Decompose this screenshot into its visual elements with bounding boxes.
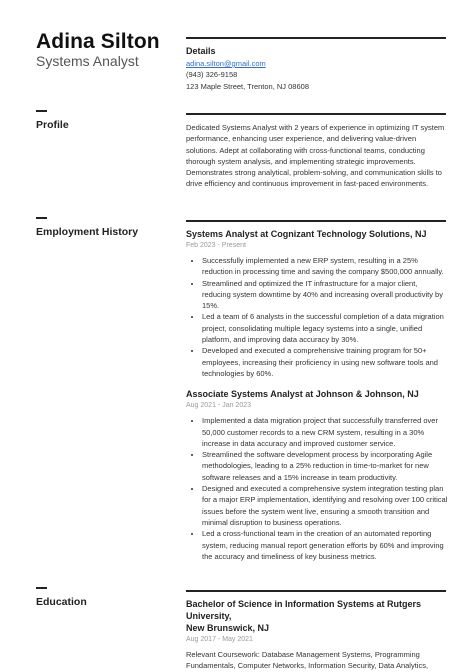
job-bullet: • Streamlined the software development process by incorporating Agile methodologies, leading to a 25% reduction in time-to-market for new software releases and a 15% increase in team productivity.: [202, 449, 448, 483]
job-dates: Aug 2021 - Jan 2023: [186, 402, 251, 410]
education-rule: [186, 590, 446, 592]
job-title: Associate Systems Analyst at Johnson & Johnson, NJ: [186, 389, 419, 400]
address: 123 Maple Street, Trenton, NJ 08608: [186, 81, 309, 91]
employment-section: [186, 228, 448, 571]
email-link[interactable]: adina.silton@gmail.com: [186, 59, 266, 68]
job-bullet: • Designed and executed a comprehensive system integration testing plan for a major ERP implementation, identifying and resolving over 100 critical issues before the system went live, ensuring a smooth transition and minimal disruption to business operations.: [202, 483, 448, 528]
job-bullets: [186, 255, 448, 379]
degree-title: [186, 598, 448, 634]
resume-job-title: Systems Analyst: [36, 53, 139, 69]
education-dates: Aug 2017 - May 2021: [186, 636, 253, 643]
employment-heading: Employment History: [36, 226, 139, 238]
job-entry: [186, 228, 448, 379]
coursework-line: Relevant Coursework: Database Management Systems, Programming: [186, 650, 420, 659]
education-section: [186, 598, 448, 672]
education-dash: [36, 587, 47, 589]
job-entry: [186, 388, 448, 562]
job-bullet: • Led a team of 6 analysts in the successful completion of a data migration project, consolidating multiple legacy systems into a single, unified platform, and improving data accuracy by 30%.: [202, 311, 448, 345]
job-bullet: • Successfully implemented a new ERP system, resulting in a 25% reduction in processing time and saving the company $500,000 annually.: [202, 255, 448, 278]
employment-rule: [186, 220, 446, 222]
job-title: Systems Analyst at Cognizant Technology Solutions, NJ: [186, 229, 427, 239]
details-rule: [186, 37, 446, 39]
job-bullets: [186, 415, 448, 562]
coursework-line: Fundamentals, Computer Networks, Information Security, Data Analytics,: [186, 661, 429, 671]
degree-line: Bachelor of Science in Information Systems at Rutgers University,: [186, 599, 422, 621]
degree-line: New Brunswick, NJ: [186, 623, 270, 633]
job-bullet: • Implemented a data migration project that successfully transferred over 50,000 customer records to a new CRM system, resulting in a 30% increase in data accuracy and improved customer service.: [202, 415, 448, 449]
resume-name: Adina Silton: [36, 30, 160, 53]
details-section: [186, 45, 448, 92]
details-heading: Details: [186, 46, 216, 56]
education-heading: Education: [36, 596, 87, 608]
job-dates: Feb 2023 - Present: [186, 242, 246, 249]
profile-rule: [186, 113, 446, 115]
profile-dash: [36, 110, 47, 112]
profile-heading: Profile: [36, 119, 69, 131]
job-bullet: • Led a cross-functional team in the creation of an automated reporting system, reducing manual report generation efforts by 60% and improving the accuracy and timeliness of key business metrics.: [202, 528, 448, 562]
phone-number: (943) 326-9158: [186, 70, 238, 80]
job-bullet: • Developed and executed a comprehensive training program for 50+ employees, increasing their proficiency in using new software tools and technologies by 60%.: [202, 345, 448, 379]
job-bullet: • Streamlined and optimized the IT infrastructure for a major client, reducing system downtime by 40% and increasing overall productivity by 15%.: [202, 278, 448, 312]
profile-text: Dedicated Systems Analyst with 2 years of experience in optimizing IT system performance, enhancing user experience, and delivering value-driven solutions. Adept at collaborating with cross-functional teams, conducting thorough system analysis, and implementing strategic improvements. Demonstrates strong analytical, problem-solving, and communication skills to drive efficiency and continuous improvement in fast-paced environments.: [186, 123, 445, 189]
employment-dash: [36, 217, 47, 219]
